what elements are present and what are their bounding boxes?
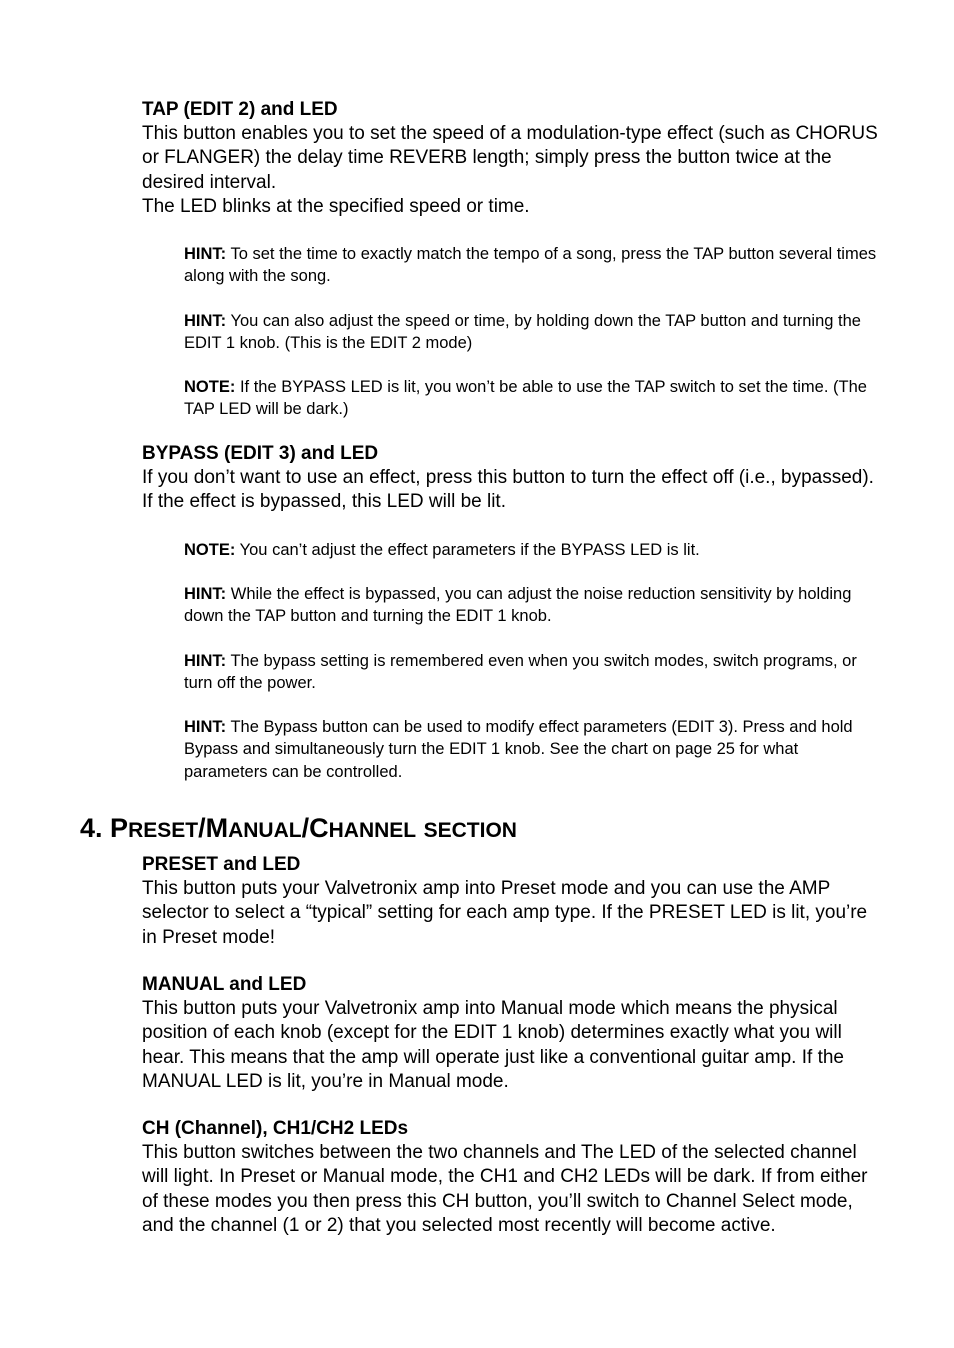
tap-body-led: The LED blinks at the specified speed or time. — [142, 195, 530, 217]
note-label: HINT: — [184, 652, 227, 670]
channel-heading: CH (Channel), CH1/CH2 LEDs — [142, 1118, 409, 1139]
note-label: HINT: — [184, 245, 227, 263]
tap-note — [184, 376, 880, 421]
section-number: 4. — [80, 813, 103, 843]
note-text: The bypass setting is remembered even when you switch modes, switch programs, or turn off the power. — [184, 652, 857, 693]
note-label: HINT: — [184, 312, 227, 330]
section-heading: 4. PRESET/MANUAL/CHANNEL SECTION — [80, 813, 517, 843]
section-word-preset: PRESET — [110, 813, 199, 843]
manual-section — [142, 973, 882, 1094]
note-text: While the effect is bypassed, you can adjust the noise reduction sensitivity by holding down the TAP button and turning the EDIT 1 knob. — [184, 585, 852, 626]
bypass-hint-3 — [184, 716, 880, 783]
manual-body: This button puts your Valvetronix amp into Manual mode which means the physical position of each knob (except for the EDIT 1 knob) determines exactly what you will hear. This means that the amp will operate just like a conventional guitar amp. If the MANUAL LED is lit, you’re in Manual mode. — [142, 998, 844, 1092]
note-label: HINT: — [184, 718, 227, 736]
note-label: NOTE: — [184, 541, 236, 559]
preset-section — [142, 853, 882, 950]
note-text: If the BYPASS LED is lit, you won’t be able to use the TAP switch to set the time. (The TAP LED will be dark.) — [184, 378, 867, 419]
note-text: You can also adjust the speed or time, by holding down the TAP button and turning the EDIT 1 knob. (This is the EDIT 2 mode) — [184, 312, 861, 353]
section-word-section: SECTION — [423, 819, 517, 842]
note-label: HINT: — [184, 585, 227, 603]
note-text: To set the time to exactly match the tempo of a song, press the TAP button several times along with the song. — [184, 245, 877, 286]
bypass-body: If you don’t want to use an effect, press this button to turn the effect off (i.e., bypassed). If the effect is bypassed, this LED will be lit. — [142, 467, 874, 513]
preset-heading: PRESET and LED — [142, 854, 301, 875]
bypass-hint-1 — [184, 583, 880, 628]
bypass-section — [142, 442, 882, 515]
tap-hint-2 — [184, 310, 880, 355]
tap-body: This button enables you to set the speed of a modulation-type effect (such as CHORUS or FLANGER) the delay time REVERB length; simply press the button twice at the desired interval. — [142, 123, 878, 193]
section-word-channel: CHANNEL — [309, 813, 417, 843]
note-label: NOTE: — [184, 378, 236, 396]
tap-hint-1 — [184, 243, 880, 288]
manual-heading: MANUAL and LED — [142, 974, 307, 995]
preset-body: This button puts your Valvetronix amp into Preset mode and you can use the AMP selector to select a “typical” setting for each amp type. If the PRESET LED is lit, you’re in Preset mode! — [142, 878, 868, 948]
section-word-manual: MANUAL — [205, 813, 302, 843]
tap-heading: TAP (EDIT 2) and LED — [142, 99, 338, 120]
note-text: The Bypass button can be used to modify effect parameters (EDIT 3). Press and hold Bypass and simultaneously turn the EDIT 1 knob. See the chart on page 25 for what parameters can be controlled. — [184, 718, 853, 781]
channel-section — [142, 1117, 882, 1238]
note-text: You can’t adjust the effect parameters if the BYPASS LED is lit. — [239, 541, 700, 559]
bypass-note — [184, 539, 880, 561]
bypass-heading: BYPASS (EDIT 3) and LED — [142, 443, 379, 464]
bypass-hint-2 — [184, 650, 880, 695]
tap-section — [142, 98, 882, 219]
channel-body: This button switches between the two channels and The LED of the selected channel will light. In Preset or Manual mode, the CH1 and CH2 LEDs will be dark. If from either of these modes you then press this CH button, you’ll switch to Channel Select mode, and the channel (1 or 2) that you selected most recently will become active. — [142, 1142, 868, 1236]
